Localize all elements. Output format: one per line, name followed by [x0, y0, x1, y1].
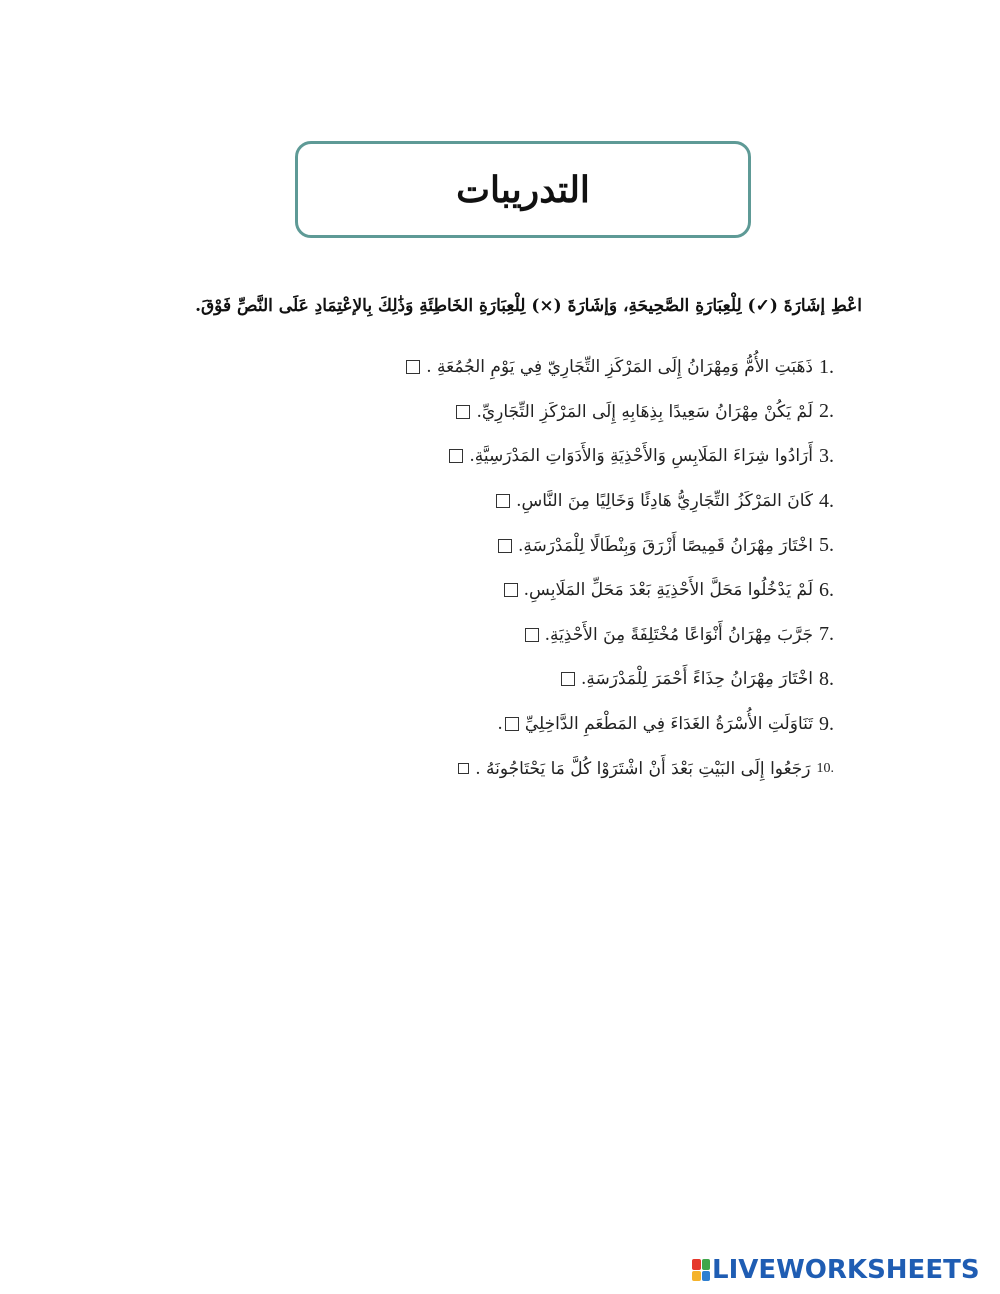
question-item: [234, 746, 834, 791]
title-box: [295, 141, 751, 238]
logo-blocks-icon: [692, 1259, 710, 1281]
question-number: 8.: [819, 667, 834, 690]
question-item: [234, 345, 834, 390]
question-number: 5.: [819, 534, 834, 557]
answer-checkbox[interactable]: [525, 628, 539, 642]
logo-block: [702, 1271, 711, 1282]
logo-block: [702, 1259, 711, 1270]
answer-checkbox[interactable]: [458, 763, 469, 774]
question-number: 10.: [816, 760, 834, 776]
question-item: [234, 434, 834, 479]
question-number: 9.: [819, 712, 834, 735]
answer-checkbox[interactable]: [406, 360, 420, 374]
question-item: [234, 390, 834, 435]
page-title: التدريبات: [456, 168, 590, 211]
question-item: [234, 479, 834, 524]
logo-block: [692, 1259, 701, 1270]
logo-block: [692, 1271, 701, 1282]
question-item: [234, 613, 834, 658]
question-text: أَرَادُوا شِرَاءَ المَلَابِسِ وَالأَحْذِيَةِ وَالأَدَوَاتِ المَدْرَسِيَّةِ.: [469, 446, 813, 467]
logo-text: LIVEWORKSHEETS: [712, 1255, 980, 1285]
question-text: تَنَاوَلَتِ الأُسْرَةُ الغَدَاءَ فِي المَطْعَمِ الدَّاخِلِيِّ: [524, 714, 813, 735]
answer-checkbox[interactable]: [504, 583, 518, 597]
question-number: 1.: [819, 355, 834, 378]
instruction-text: اعْطِ إشَارَةَ (✓) لِلْعِبَارَةِ الصَّحِيحَةِ، وَإشَارَةَ (×) لِلْعِبَارَةِ الخَاطِئَةِ وَذَٰلِكَ بِالإعْتِمَادِ عَلَى النَّصِّ فَوْقَ.: [195, 296, 862, 316]
question-item: [234, 657, 834, 702]
question-text: لَمْ يَكُنْ مِهْرَانُ سَعِيدًا بِذِهَابِهِ إِلَى المَرْكَزِ التِّجَارِيِّ.: [476, 401, 813, 422]
question-number: 2.: [819, 400, 834, 423]
question-item: [234, 702, 834, 747]
question-item: [234, 568, 834, 613]
question-number: 6.: [819, 578, 834, 601]
answer-checkbox[interactable]: [449, 449, 463, 463]
answer-checkbox[interactable]: [561, 672, 575, 686]
question-text: رَجَعُوا إِلَى البَيْتِ بَعْدَ أَنْ اشْتَرَوْا كُلَّ مَا يَحْتَاجُونَهُ .: [475, 758, 811, 779]
question-text: جَرَّبَ مِهْرَانُ أَنْوَاعًا مُخْتَلِفَةً مِنَ الأَحْذِيَةِ.: [544, 624, 813, 645]
question-number: 4.: [819, 489, 834, 512]
liveworksheets-logo: [692, 1256, 980, 1284]
question-text: كَانَ المَرْكَزُ التِّجَارِيُّ هَادِئًا وَخَالِيًا مِنَ النَّاسِ.: [516, 491, 813, 512]
question-item: [234, 523, 834, 568]
answer-checkbox[interactable]: [505, 717, 519, 731]
answer-checkbox[interactable]: [498, 539, 512, 553]
answer-checkbox[interactable]: [496, 494, 510, 508]
question-text: ذَهَبَتِ الأُمُّ وَمِهْرَانُ إِلَى المَرْكَزِ التِّجَارِيّ فِي يَوْمِ الجُمُعَةِ .: [426, 357, 813, 378]
question-text: اخْتَارَ مِهْرَانُ حِذَاءً أَحْمَرَ لِلْمَدْرَسَةِ.: [580, 669, 813, 690]
question-number: 7.: [819, 623, 834, 646]
question-text: اخْتَارَ مِهْرَانُ قَمِيصًا أَزْرَقَ وَبِنْطَالًا لِلْمَدْرَسَةِ.: [517, 535, 813, 556]
answer-checkbox[interactable]: [456, 405, 470, 419]
question-list: [234, 345, 834, 791]
trailing-period: .: [497, 714, 503, 735]
question-text: لَمْ يَدْخُلُوا مَحَلَّ الأَحْذِيَةِ بَعْدَ مَحَلِّ المَلَابِسِ.: [523, 580, 813, 601]
question-number: 3.: [819, 444, 834, 467]
